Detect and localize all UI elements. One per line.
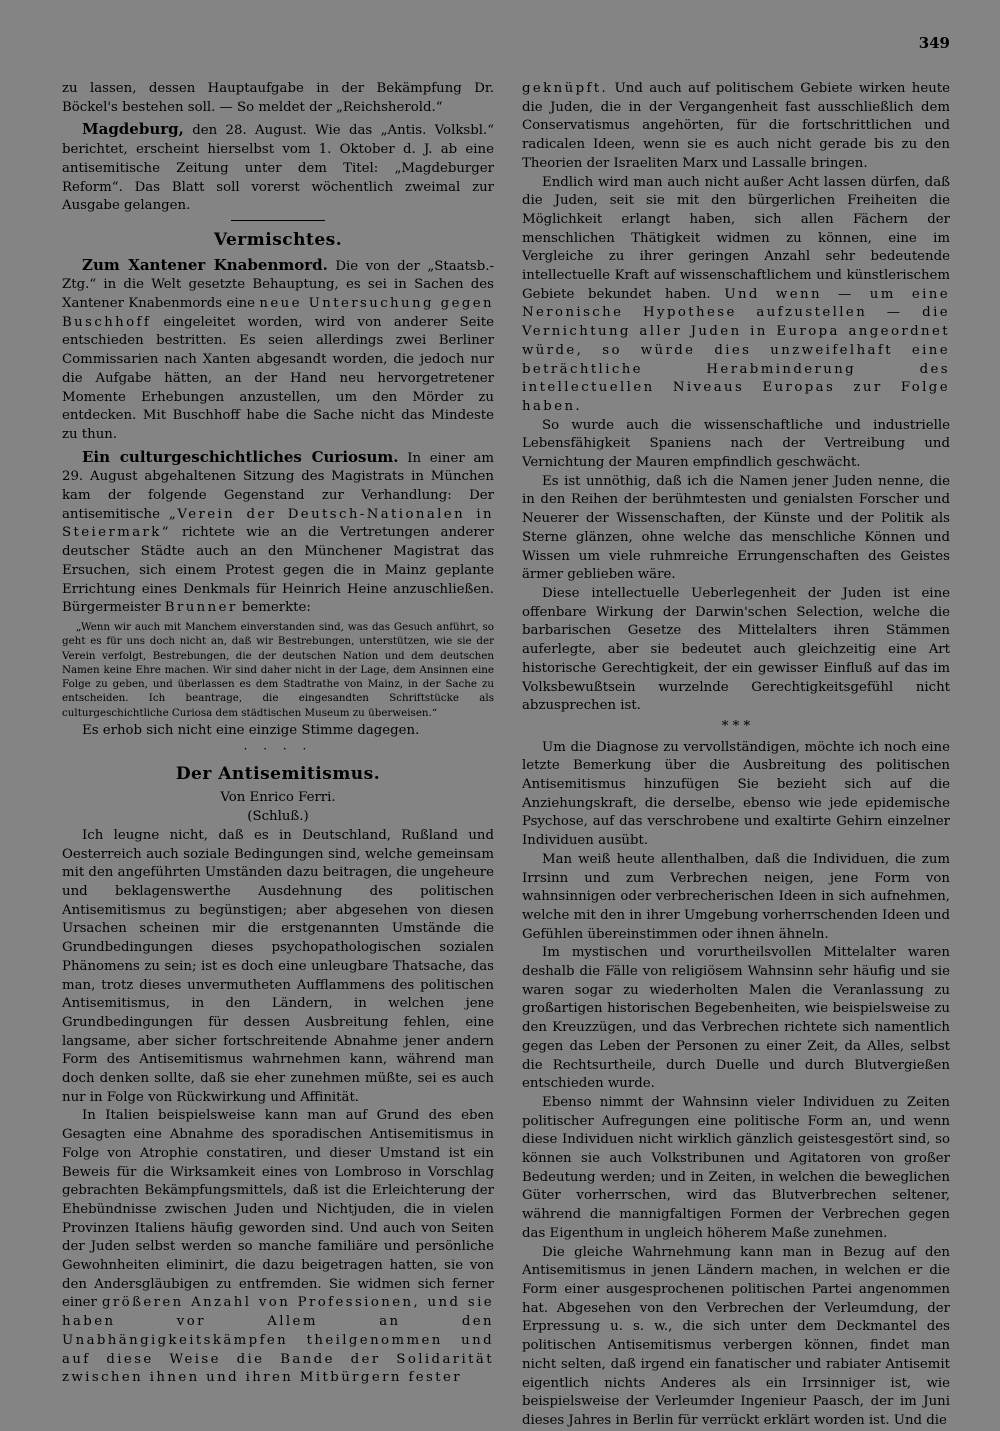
curiosum-text-2: richtete wie an die Vertretungen anderer deutscher Städte auch an den Münchener Magistrat das Ersuchen, sich einem Protest gegen die in Mainz geplante Errichtung eines Denkmals für Heinrich Heine anzuschließen. Bürgermeister: [62, 525, 494, 616]
section-title-vermischtes: Vermischtes.: [213, 229, 343, 250]
continuation-paragraph: zu lassen, dessen Hauptaufgabe in der Bekämpfung Dr. Böckel's bestehen soll. — So meldet der „Reichsherold.“: [62, 81, 494, 115]
article-continued-note: (Schluß.): [247, 809, 309, 825]
xanten-text-1: Die von der „Staatsb.-Ztg.“ in die Welt gesetzte Behauptung, es sei in Sachen des Xantener Knabenmords eine: [62, 258, 494, 312]
right-paragraph-5: Um die Diagnose zu vervollständigen, möchte ich noch eine letzte Bemerkung über die Ausbreitung des politischen Antisemitismus hinzufügen Sie bezieht sich auf die Anziehungskraft, die derselbe, ebenso wie jede epidemische Psychose, auf das verschrobene und exaltirte Gehirn einzelner Individuen ausübt.: [522, 739, 950, 849]
right-paragraph-3: Es ist unnöthig, daß ich die Namen jener Juden nenne, die in den Reihen der berühmtesten und genialsten Forscher und Neuerer der Wissenschaften, der Künste und der Politik als Sterne glänzen, ohne welche das menschliche Können und Wissen um viele ruhmreiche Errungenschaften des Geistes ärmer geblieben wäre.: [522, 473, 950, 583]
curiosum-heading: Ein culturgeschichtliches Curiosum.: [82, 447, 399, 466]
right-paragraph-6: Man weiß heute allenthalben, daß die Individuen, die zum Irrsinn und zum Verbrechen neigen, jene Form von wahnsinnigen oder verbrecherischen Ideen in sich aufnehmen, welche mit den in ihrer Umgebung vorherrschenden Ideen und Gefühlen übereinstimmen oder ihnen ähneln.: [522, 851, 950, 942]
page-number: 349: [918, 34, 950, 52]
magdeburg-text: den 28. August. Wie das „Antis. Volksbl.“ berichtet, erscheint hierselbst vom 1. Oktober d. J. ab eine antisemitische Zeitung unter dem Titel: „Magdeburger Reform“. Das Blatt soll vorerst wöchentlich zweimal zur Ausgabe gelangen.: [62, 123, 494, 214]
quote-text: „Wenn wir auch mit Manchem einverstanden sind, was das Gesuch anführt, so geht es für uns doch nicht an, daß wir Bestrebungen, unterstützen, wie sie der Verein verfolgt, Bestrebungen, die der deutschen Nation und dem deutschen Namen keine Ehre machen. Wir sind daher nicht in der Lage, dem Ansinnen eine Folge zu geben, und überlassen es dem Stadtrathe von Mainz, in der Sache zu entscheiden. Ich beantrage, die eingesandten Schriftstücke als culturgeschichtliche Curiosa dem städtischen Museum zu überweisen.“: [62, 620, 494, 719]
quote-block: [62, 620, 494, 720]
right-column: [522, 80, 950, 1431]
magdeburg-heading: Magdeburg,: [82, 120, 184, 139]
article-title: Der Antisemitismus.: [175, 763, 381, 784]
right-continuation: [522, 80, 950, 174]
article-paragraph-2-text: In Italien beispielsweise kann man auf Grund des eben Gesagten eine Abnahme des sporadischen Antisemitismus in Folge von Atrophie constatiren, und dieser Umstand ist ein Beweis für die Wirksamkeit eines von Lombroso in Vorschlag gebrachten Bekämpfungsmittels, daß ist die Erleichterung der Ehebündnisse zwischen Juden und Nichtjuden, die in vielen Provinzen Italiens häufig geworden sind. Und auch von Seiten der Juden selbst werden so manche familiäre und persönliche Gewohnheiten eliminirt, die dazu beigetragen hatten, sie von den Andersgläubigen zu entfremden. Sie widmen sich ferner einer: [62, 1108, 494, 1311]
left-column: [62, 80, 494, 1388]
right-paragraph-7: Im mystischen und vorurtheilsvollen Mittelalter waren deshalb die Fälle von religiösem Wahnsinn sehr häufig und sie waren sogar zu wiederholten Malen die Veranlassung zu großartigen historischen Begebenheiten, wie beispielsweise zu den Kreuzzügen, und das Verbrechen richtete sich namentlich gegen das Leben der Personen zu einer Zeit, da Alles, selbst die Rechtsurtheile, durch Duelle und durch Blutvergießen entschieden wurde.: [522, 945, 950, 1092]
curiosum-text-1: In einer am 29. August abgehaltenen Sitzung des Magistrats in München kam der folgende Gegenstand zur Verhandlung: Der antisemitische: [62, 450, 494, 522]
right-paragraph-4: Diese intellectuelle Ueberlegenheit der Juden ist eine offenbare Wirkung der Darwin'schen Selection, welche die barbarischen Gesetze des Mittelalters ihren Stämmen auferlegte, aber sie bedeutet auch gleichzeitig eine Art historische Gerechtigkeit, der ein gewisser Einfluß auf das im Volksbewußtsein wurzelnde Gerechtigkeitsgefühl nicht abzusprechen ist.: [522, 585, 950, 714]
right-continuation-text: Und auch auf politischem Gebiete wirken heute die Juden, die in der Vergangenheit fast ausschließlich dem Conservatismus angehörten, für die fortschrittlichen und radicalen Ideen, wenn sie es auch nicht gerade bis zu den Theorien der Israeliten Marx und Lassalle bringen.: [522, 81, 950, 171]
xanten-item: [62, 256, 494, 445]
right-paragraph-1-spaced: Und wenn — um eine Neronische Hypothese aufzustellen — die Vernichtung aller Juden in Europa angeordnet würde, so würde dies unzweifelhaft eine beträchtliche Herabminderung des intellectuellen Niveaus Europas zur Folge haben.: [522, 286, 950, 414]
article-byline: Von Enrico Ferri.: [220, 790, 336, 806]
separator-dots: · · · ·: [243, 741, 313, 756]
curiosum-spaced-text: „Verein der Deutsch-Nationalen in Steiermark“: [62, 506, 494, 541]
right-paragraph-8: Ebenso nimmt der Wahnsinn vieler Individuen zu Zeiten politischer Aufregungen eine politische Form an, und wenn diese Individuen nicht wirklich gänzlich geistesgestört sind, so können sie auch Volkstribunen und Agitatoren von großer Bedeutung werden; und in Zeiten, in welchen die beweglichen Güter vorherrschen, wird das Blutverbrechen seltener, während die mannigfaltigen Formen der Verbrechen gegen das Eigenthum in ungleich höherem Maße zunehmen.: [522, 1094, 950, 1241]
right-paragraph-1: [522, 174, 950, 417]
right-continuation-spaced: geknüpft.: [522, 81, 609, 96]
curiosum-conclusion: Es erhob sich nicht eine einzige Stimme dagegen.: [82, 723, 420, 739]
right-paragraph-1-text: Endlich wird man auch nicht außer Acht lassen dürfen, daß die Juden, seit sie mit den bürgerlichen Freiheiten die Möglichkeit erlangt haben, sich allen Fächern der menschlichen Thätigkeit widmen zu können, eine im Vergleiche zu ihrer geringen Anzahl sehr bedeutende intellectuelle Kraft auf wissenschaftlichem und künstlerischem Gebiete bekundet haben.: [522, 174, 950, 302]
xanten-heading: Zum Xantener Knabenmord.: [82, 255, 328, 274]
article-paragraph-1: Ich leugne nicht, daß es in Deutschland, Rußland und Oesterreich auch soziale Bedingungen sind, welche gemeinsam mit den angeführten Umständen dazu beitragen, die ungeheure und beklagenswerthe Ausdehnung des politischen Antisemitismus zu begünstigen; aber abgesehen von diesen Ursachen scheinen mir die erstgenannten Umstände die Grundbedingungen dieses psychopathologischen sozialen Phänomens zu sein; ist es doch eine unleugbare Thatsache, das man, trotz dieses unvermutheten Aufflammens des politischen Antisemitismus, in den Ländern, in welchen jene Grundbedingungen für dessen Ausbreitung fehlen, eine langsame, aber sicher fortschreitende Abnahme jener andern Form des Antisemitismus wahrnehmen kann, während man doch denken sollte, daß sie eher zunehmen müßte, sei es auch nur in Folge von Rückwirkung und Affinität.: [62, 827, 495, 1105]
asterism: * * *: [721, 718, 751, 734]
right-paragraph-2: So wurde auch die wissenschaftliche und industrielle Lebensfähigkeit Spaniens nach der Vertreibung und Vernichtung der Mauren empfindlich geschwächt.: [522, 417, 950, 471]
article-paragraph-2-spaced: größeren Anzahl von Professionen, und sie haben vor Allem an den Unabhängigkeitskämpfen theilgenommen und auf diese Weise die Bande der Solidarität zwischen ihnen und ihren Mitbürgern fester: [62, 1295, 495, 1386]
right-paragraph-9: Die gleiche Wahrnehmung kann man in Bezug auf den Antisemitismus in jenen Ländern machen, in welchen er die Form einer ausgesprochenen politischen Partei angenommen hat. Abgesehen von den Verbrechen der Verleumdung, der Erpressung u. s. w., die sich unter dem Deckmantel des politischen Antisemitismus verbergen können, findet man nicht selten, daß irgend ein fanatischer und rabiater Antisemit eigentlich nichts Anderes als ein Irrsinniger ist, wie beispielsweise der Verleumder Ingenieur Paasch, der im Juni dieses Jahres in Berlin für verrückt erklärt worden ist. Und die: [522, 1244, 950, 1428]
separator-rule: [231, 220, 325, 221]
curiosum-name: Brunner: [164, 600, 238, 616]
xanten-text-2: eingeleitet worden, wird von anderer Seite entschieden bestritten. Es seien allerdings zwei Berliner Commissarien nach Xanten abgesandt worden, die jedoch nur die Aufgabe hätten, an der Hand neu hervorgetretener Momente Erhebungen anzustellen, um den Mörder zu entdecken. Mit Buschhoff habe die Sache nicht das Mindeste zu thun.: [62, 314, 494, 442]
curiosum-text-3: bemerkte:: [237, 600, 311, 616]
magdeburg-item: [62, 120, 494, 216]
article-paragraph-2: [62, 1107, 494, 1388]
curiosum-item: [62, 448, 494, 618]
xanten-spaced-text: neue Untersuchung gegen Buschhoff: [62, 296, 494, 330]
